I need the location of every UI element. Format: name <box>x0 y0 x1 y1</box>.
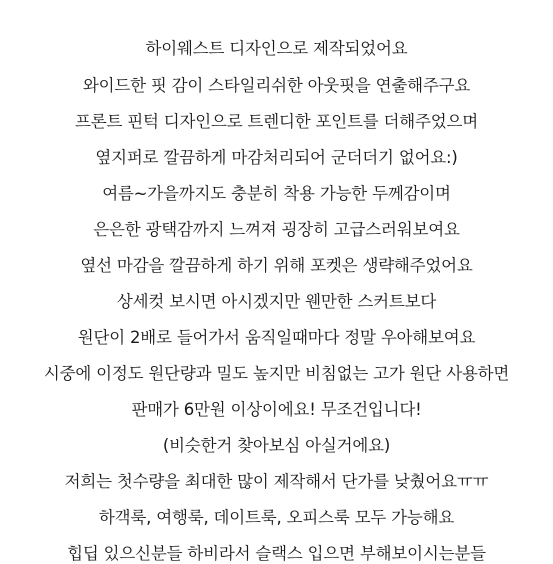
description-line: 저희는 첫수량을 최대한 많이 제작해서 단가를 낮췄어요ㅠㅠ <box>64 472 489 491</box>
description-line: 상세컷 보시면 아시겠지만 웬만한 스커트보다 <box>116 292 437 311</box>
description-line: 옆지퍼로 깔끔하게 마감처리되어 군더더기 없어요:) <box>95 148 458 167</box>
description-line: 은은한 광택감까지 느껴져 굉장히 고급스러워보여요 <box>93 220 460 239</box>
description-line: 와이드한 핏 감이 스타일리쉬한 아웃핏을 연출해주구요 <box>82 76 471 95</box>
description-line: (비슷한거 찾아보심 아실거에요) <box>162 436 391 455</box>
description-line: 프론트 핀턱 디자인으로 트렌디한 포인트를 더해주었으며 <box>75 112 478 131</box>
description-line: 힙딥 있으신분들 하비라서 슬랙스 입으면 부해보이시는분들 <box>67 544 486 563</box>
description-line: 판매가 6만원 이상이에요! 무조건입니다! <box>131 400 422 419</box>
description-line: 여름~가을까지도 충분히 착용 가능한 두께감이며 <box>102 184 451 203</box>
description-line: 옆선 마감을 깔끔하게 하기 위해 포켓은 생략해주었어요 <box>80 256 473 275</box>
description-line: 시중에 이정도 원단량과 밀도 높지만 비침없는 고가 원단 사용하면 <box>43 364 510 383</box>
description-line: 하객룩, 여행룩, 데이트룩, 오피스룩 모두 가능해요 <box>98 508 455 527</box>
description-line: 원단이 2배로 들어가서 움직일때마다 정말 우아해보여요 <box>77 328 476 347</box>
description-line: 하이웨스트 디자인으로 제작되었어요 <box>145 39 408 58</box>
